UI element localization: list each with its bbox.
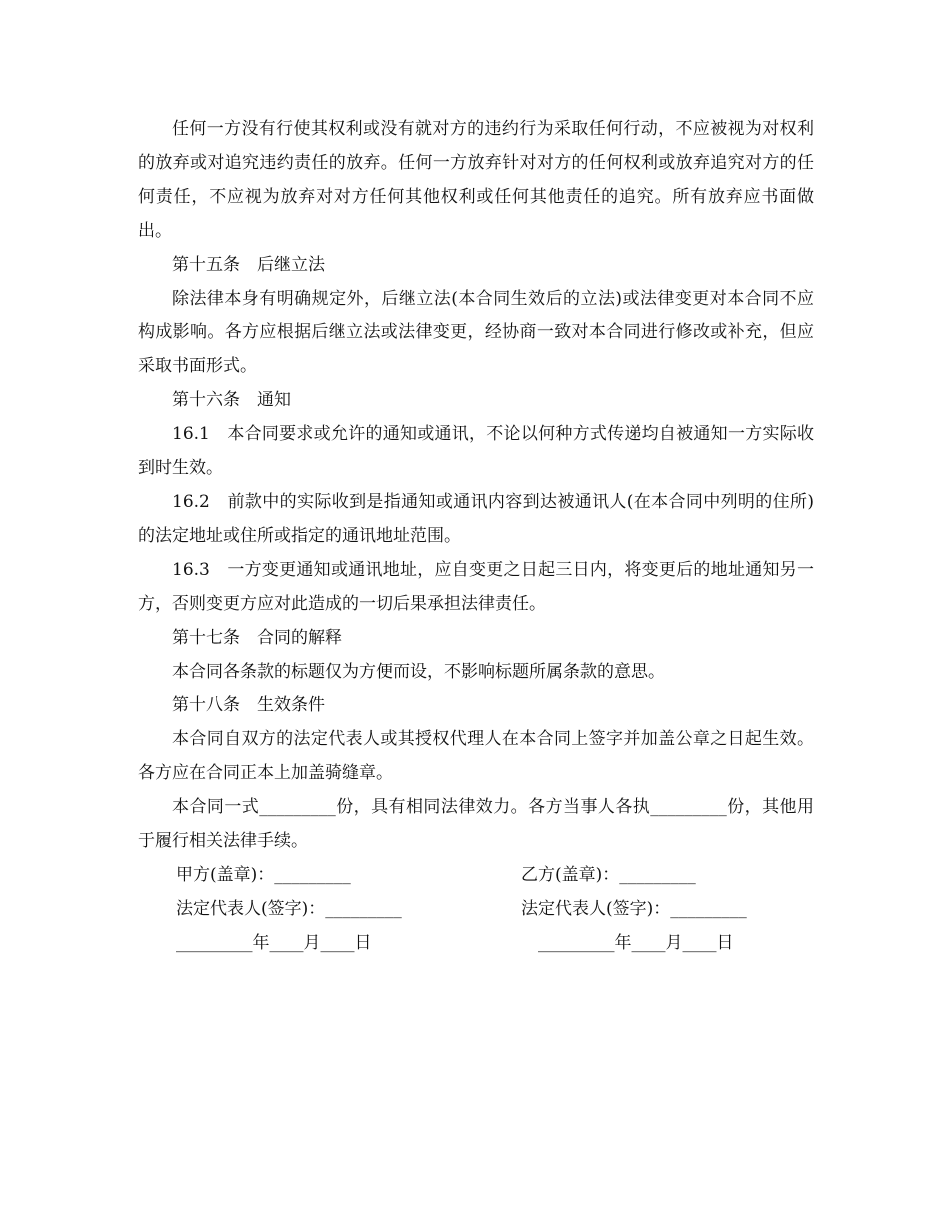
paragraph-waiver: 任何一方没有行使其权利或没有就对方的违约行为采取任何行动，不应被视为对权利的放弃或对追究违约责任的放弃。任何一方放弃针对对方的任何权利或放弃追究对方的任何责任，不应视为放弃对对方任何其他权利或任何其他责任的追究。所有放弃应书面做出。 xyxy=(138,119,814,241)
paragraph-16-3: 16.3 一方变更通知或通讯地址，应自变更之日起三日内，将变更后的地址通知另一方，否则变更方应对此造成的一切后果承担法律责任。 xyxy=(138,559,814,614)
paragraph-16-2: 16.2 前款中的实际收到是指通知或通讯内容到达被通讯人(在本合同中列明的住所)的法定地址或住所或指定的通讯地址范围。 xyxy=(138,491,814,546)
signature-row-date xyxy=(138,927,814,961)
paragraph-16-1: 16.1 本合同要求或允许的通知或通讯，不论以何种方式传递均自被通知一方实际收到时生效。 xyxy=(138,424,814,479)
party-b-seal-line: 乙方(盖章)：_________ xyxy=(521,864,696,885)
signature-row-representative xyxy=(138,893,814,927)
party-b-representative-line: 法定代表人(签字)：_________ xyxy=(521,898,747,919)
paragraph-subsequent-legislation: 除法律本身有明确规定外，后继立法(本合同生效后的立法)或法律变更对本合同不应构成影响。各方应根据后继立法或法律变更，经协商一致对本合同进行修改或补充，但应采取书面形式。 xyxy=(138,288,814,377)
paragraph-copies: 本合同一式_________份，具有相同法律效力。各方当事人各执_________份，其他用于履行相关法律手续。 xyxy=(138,797,814,852)
party-a-date-line: _________年____月____日 xyxy=(176,932,372,953)
heading-article-16: 第十六条 通知 xyxy=(172,390,291,411)
heading-article-18: 第十八条 生效条件 xyxy=(172,695,325,716)
paragraph-effectiveness: 本合同自双方的法定代表人或其授权代理人在本合同上签字并加盖公章之日起生效。各方应在合同正本上加盖骑缝章。 xyxy=(138,729,814,784)
contract-page xyxy=(138,113,814,961)
party-b-date-line: _________年____月____日 xyxy=(538,932,734,953)
signature-row-seal xyxy=(138,859,814,893)
paragraph-interpretation: 本合同各条款的标题仅为方便而设，不影响标题所属条款的意思。 xyxy=(172,661,665,682)
party-a-seal-line: 甲方(盖章)：_________ xyxy=(176,864,351,885)
party-a-representative-line: 法定代表人(签字)：_________ xyxy=(176,898,402,919)
heading-article-17: 第十七条 合同的解释 xyxy=(172,627,342,648)
heading-article-15: 第十五条 后继立法 xyxy=(172,254,325,275)
